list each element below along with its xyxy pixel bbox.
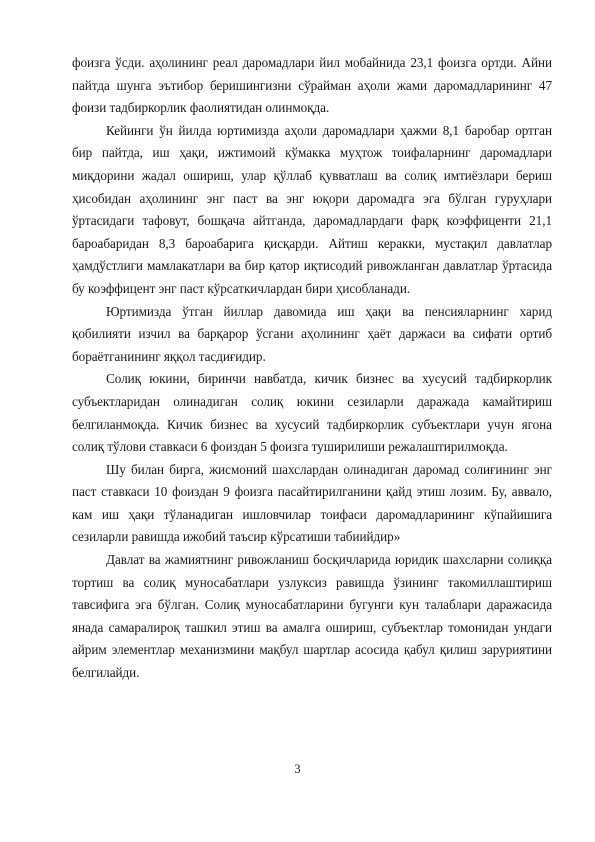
paragraph-tax-burden: Солиқ юкини, биринчи навбатда, кичик бизнес ва хусусий тадбиркорлик субъектларидан олинадиган солиқ юкини сезиларли даражада камайтириш белгиланмоқда. Кичик бизнес ва хусусий тадбиркорлик субъектлари учун ягона солиқ тўлови ставкаси 6 фоиздан 5 фоизга туширилиши режалаштирилмоқда.	[72, 371, 552, 455]
paragraph-income-tax-rate: Шу билан бирга, жисмоний шахслардан олинадиган даромад солиғининг энг паст ставкаси 10 фоиздан 9 фоизга пасайтирилганини қайд этиш лозим. Бу, аввало, кам иш ҳақи тўланадиган ишловчилар тоифаси даромадларининг кўпайишига сезиларли равишда ижобий таъсир кўрсатиши табиийдир»	[72, 461, 552, 545]
paragraph-income-growth: Кейинги ўн йилда юртимизда аҳоли даромадлари ҳажми 8,1 баробар ортган бир пайтда, иш ҳақи, ижтимоий кўмакка муҳтож тоифаларнинг даромадлари миқдорини жадал ошириш, улар қўллаб қувватлаш ва солиқ имтиёзлари бериш ҳисобидан аҳолининг энг паст ва энг юқори даромадга эга бўлган гуруҳлари ўртасидаги тафовут, бошқача айтганда, даромадлардаги фарқ коэффиценти 21,1 бароабаридан 8,3 бароабарига қисқарди. Айтиш керакки, мустақил давлатлар ҳамдўстлиги мамлакатлари ва бир қатор иқтисодий ривожланган давлатлар ўртасида бу коэффицент энг паст кўрсаткичлардан бири ҳисобланади.	[72, 122, 552, 296]
paragraph-intro: фоизга ўсди. аҳолининг реал даромадлари йил мобайнида 23,1 фоизга ортди. Айни пайтда шунга эътибор беришингизни сўрайман аҳоли жами даромадларининг 47 фоизи тадбиркорлик фаолиятидан олинмоқда.	[72, 55, 552, 116]
paragraph-purchasing-power: Юртимизда ўтган йиллар давомида иш ҳақи ва пенсияларнинг харид қобилияти изчил ва барқарор ўсгани аҳолининг ҳаёт даржаси ва сифати ортиб бораётганининг яққол тасдиғидир.	[72, 303, 552, 364]
document-page	[72, 52, 552, 685]
paragraph-legal-entities: Давлат ва жамиятнинг ривожланиш босқичларида юридик шахсларни солиққа тортиш ва солиқ муносабатлари узлуксиз равишда ўзининг такомиллаштириш тавсифига эга бўлган. Солиқ муносабатларини бугунги кун талаблари даражасида янада самаралироқ ташкил этиш ва амалга ошириш, субъектлар томонидан ундаги айрим элементлар механизмини мақбул шартлар асосида қабул қилиш заруриятини белгилайди.	[72, 552, 552, 681]
page-number: 3	[294, 762, 301, 776]
